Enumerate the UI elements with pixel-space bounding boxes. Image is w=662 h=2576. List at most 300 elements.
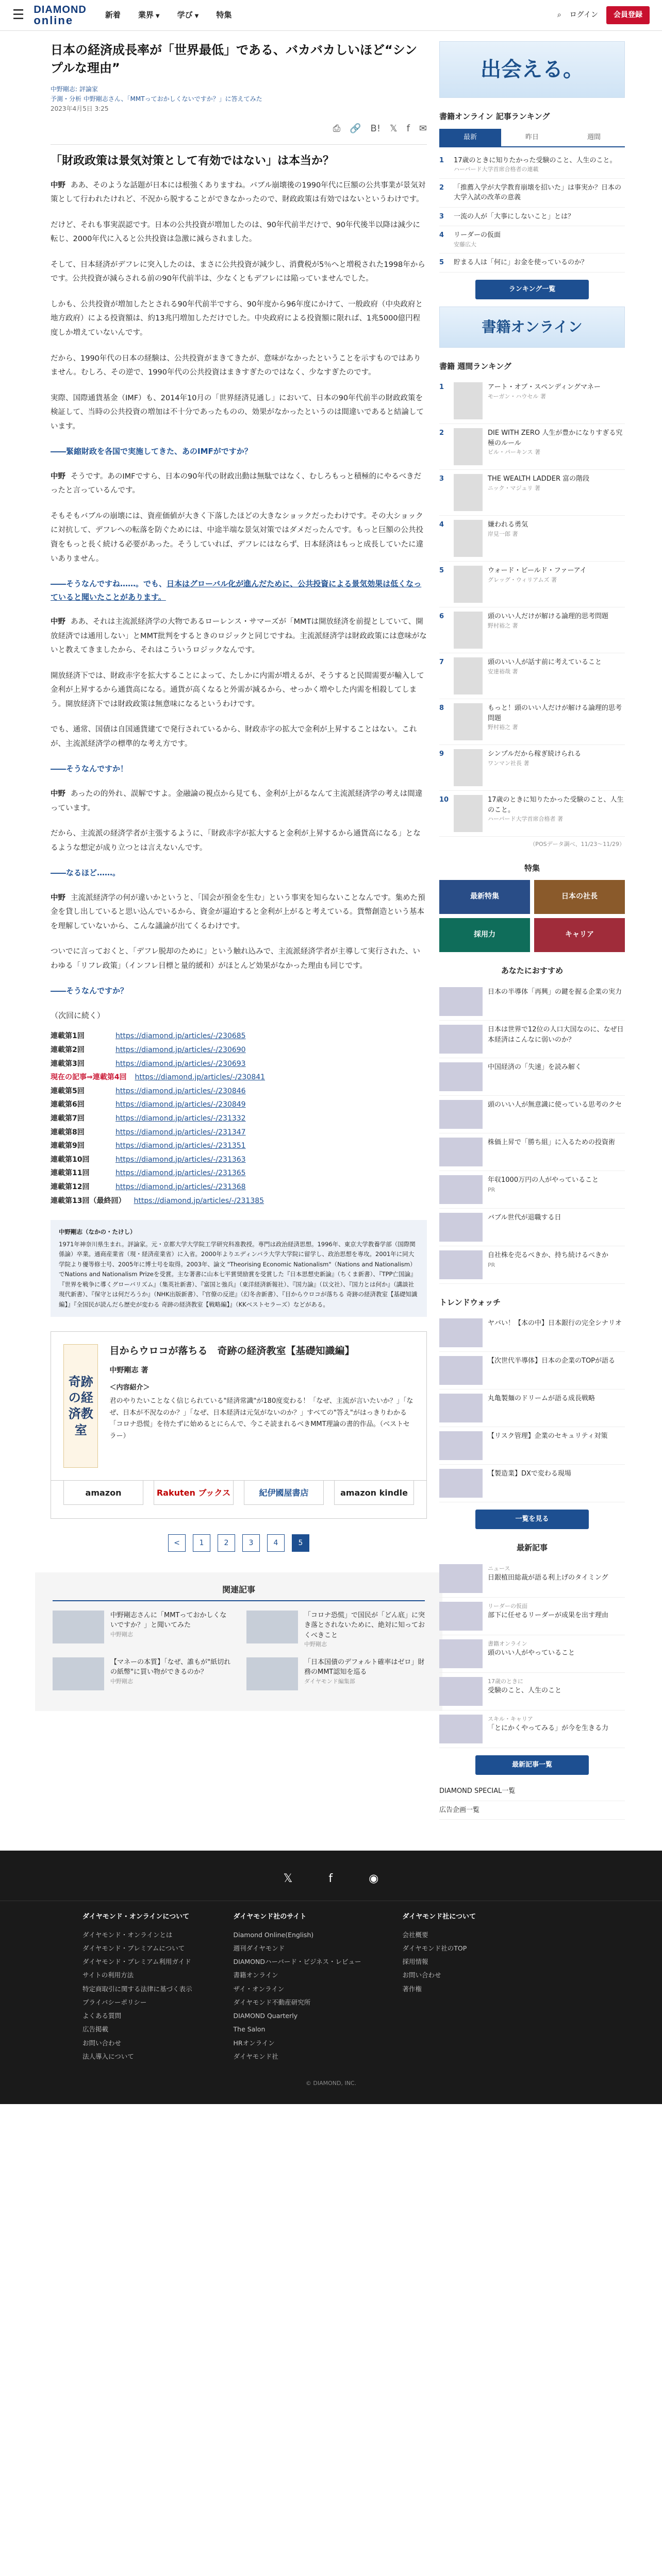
prev-page-button[interactable]: < <box>168 1534 186 1552</box>
article-paragraph <box>51 827 427 855</box>
rank-number: 2 <box>439 429 444 437</box>
rank-title[interactable]: 一流の人が「大事にしないこと」とは？ <box>454 212 575 221</box>
article-paragraph <box>51 669 427 712</box>
list-title[interactable]: 部下に任せるリーダーが成果を出す理由 <box>488 1612 609 1620</box>
list-title[interactable]: 株価上昇で「勝ち組」に入るための投資術 <box>488 1138 616 1146</box>
book-rank-title[interactable]: シンプルだから稼ぎ続けられる <box>488 750 582 758</box>
share-bar <box>51 121 427 137</box>
series-link[interactable]: https://diamond.jp/articles/-/230685 <box>115 1032 246 1041</box>
recommend-title: あなたにおすすめ <box>501 966 564 976</box>
footer-link[interactable]: ザイ・オンライン <box>233 1985 285 1993</box>
list-category: 書籍オンライン <box>488 1640 527 1647</box>
related-thumbnail[interactable] <box>53 1611 104 1643</box>
facebook-icon[interactable]: f <box>406 123 410 134</box>
list-thumbnail[interactable] <box>439 1469 483 1498</box>
series-label: 連載第6回 <box>51 1100 85 1109</box>
series-link[interactable]: https://diamond.jp/articles/-/231332 <box>115 1114 246 1123</box>
rank-number: 10 <box>439 796 449 804</box>
list-thumbnail[interactable] <box>439 1602 483 1631</box>
footer-link[interactable]: DIAMONDハーバード・ビジネス・レビュー <box>233 1958 361 1966</box>
article-paragraph <box>51 510 427 566</box>
list-title[interactable]: 【製造業】DXで変わる現場 <box>488 1470 571 1478</box>
x-icon[interactable]: 𝕏 <box>283 1872 293 1886</box>
related-source: ダイヤモンド編集部 <box>304 1677 355 1685</box>
related-title[interactable]: 中野剛志さんに「MMTっておかしくないですか？」と聞いてみた <box>110 1611 227 1630</box>
series-label: 連載第7回 <box>51 1114 85 1123</box>
series-link[interactable]: https://diamond.jp/articles/-/230690 <box>115 1045 246 1054</box>
tab-weekly[interactable]: 週間 <box>587 133 601 141</box>
book-rank-item[interactable] <box>439 699 625 745</box>
interviewer-question: ――そうなんですね……。でも、日本はグローバル化が進んだために、公共投資による景気効果は低くなっていると聞いたことがあります。 <box>51 579 422 602</box>
interviewer-question: ――そうなんですか！ <box>51 764 128 774</box>
book-cover[interactable]: 奇跡の経済教室 <box>63 1344 98 1468</box>
paragraph-text: だけど、それも事実誤認です。日本の公共投資が増加したのは、90年代前半だけで、90年代後半以降は減少に転じ、2000年代に入ると公共投資は急激に減らされました。 <box>51 221 420 244</box>
rank-text <box>454 156 625 174</box>
footer-link[interactable]: お問い合わせ <box>82 2039 122 2047</box>
footer-col-title: ダイヤモンド社について <box>402 1913 476 1921</box>
trend-list-button[interactable]: 一覧を見る <box>475 1510 589 1529</box>
book-rank-title[interactable]: 17歳のときに知りたかった受験のこと、人生のこと。 <box>488 796 624 814</box>
list-title[interactable]: バブル世代が退職する日 <box>488 1213 561 1222</box>
list-title[interactable]: 【次世代半導体】日本の企業のTOPが語る <box>488 1357 616 1365</box>
footer-link[interactable]: 広告掲載 <box>82 2025 109 2033</box>
email-icon[interactable]: ✉ <box>419 123 427 134</box>
line-icon[interactable]: ◉ <box>369 1872 379 1886</box>
book-rank-item[interactable] <box>439 653 625 699</box>
series-item <box>51 1029 427 1043</box>
list-item[interactable] <box>439 1171 625 1209</box>
rank-source: 安藤広大 <box>454 241 476 248</box>
rank-number: 5 <box>439 259 444 267</box>
article-paragraph <box>51 891 427 934</box>
series-label: 連載第3回 <box>51 1059 85 1068</box>
ranking-item[interactable] <box>439 208 625 227</box>
book-thumbnail[interactable] <box>454 703 483 740</box>
list-thumbnail[interactable] <box>439 1250 483 1279</box>
book-rank-item[interactable] <box>439 378 625 424</box>
book-rank-title[interactable]: 嫌われる勇気 <box>488 521 528 529</box>
rank-text <box>454 258 625 268</box>
list-thumbnail[interactable] <box>439 1062 483 1091</box>
ranking-title: 書籍オンライン 記事ランキング <box>439 112 550 121</box>
related-title[interactable]: 「日本国債のデフォルト確率はゼロ」財務のMMT認知を巡る <box>304 1658 425 1676</box>
related-source: 中野剛志 <box>110 1631 133 1638</box>
list-title[interactable]: 受験のこと、人生のこと <box>488 1687 562 1695</box>
list-thumbnail[interactable] <box>439 1639 483 1668</box>
series-link[interactable]: https://diamond.jp/articles/-/230841 <box>135 1073 266 1082</box>
ranking-item[interactable] <box>439 179 625 208</box>
series-link[interactable]: https://diamond.jp/articles/-/230846 <box>115 1087 246 1095</box>
site-header <box>0 0 662 31</box>
list-item[interactable] <box>439 1021 625 1058</box>
list-item[interactable] <box>439 1058 625 1096</box>
book-rank-title[interactable]: DIE WITH ZERO 人生が豊かになりすぎる究極のルール <box>488 429 623 447</box>
rank-number: 5 <box>439 567 444 575</box>
list-item[interactable] <box>439 1560 625 1598</box>
book-title[interactable]: 目からウロコが落ちる 奇跡の経済教室【基礎知識編】 <box>109 1345 355 1357</box>
book-rank-author: ワンマン社長 著 <box>488 759 529 767</box>
shop-rakuten-button[interactable]: Rakuten ブックス <box>154 1480 234 1505</box>
news-list-button[interactable]: 最新記事一覧 <box>475 1755 589 1775</box>
footer-link[interactable]: 週刊ダイヤモンド <box>233 1944 285 1952</box>
rank-number: 2 <box>439 183 444 192</box>
book-rank-item[interactable] <box>439 562 625 607</box>
related-article[interactable] <box>53 1657 231 1690</box>
inline-link[interactable]: 日本はグローバル化が進んだために、公共投資による景気効果は低くなっていると聞いたことがあります。 <box>51 579 422 602</box>
article-paragraph <box>51 258 427 286</box>
list-thumbnail[interactable] <box>439 1564 483 1593</box>
nav-feature[interactable]: 特集 <box>216 10 232 20</box>
book-thumbnail[interactable] <box>454 566 483 603</box>
series-link[interactable]: https://diamond.jp/articles/-/231363 <box>115 1155 246 1164</box>
book-promo <box>51 1331 427 1481</box>
list-title[interactable]: 日銀植田総裁が語る利上げのタイミング <box>488 1574 608 1582</box>
article-title: 日本の経済成長率が「世界最低」である、バカバカしいほど“シンプルな理由” <box>51 43 418 75</box>
related-thumbnail[interactable] <box>246 1657 298 1690</box>
tab-yesterday[interactable]: 昨日 <box>525 133 539 141</box>
book-thumbnail[interactable] <box>454 428 483 465</box>
sidebar <box>439 41 625 1820</box>
rank-text <box>454 230 625 249</box>
footer-link[interactable]: サイトの利用方法 <box>82 1971 134 1979</box>
footer-link[interactable]: 採用情報 <box>402 1958 428 1966</box>
book-rank-author: ニック・マジュリ 著 <box>488 484 540 492</box>
book-rank-author: 岸見一郎 著 <box>488 530 518 537</box>
series-label: 連載第13回（最終回） <box>51 1196 126 1205</box>
footer-link[interactable]: ダイヤモンド不動産研究所 <box>233 1998 311 2006</box>
related-thumbnail[interactable] <box>246 1611 298 1643</box>
feature-tile[interactable]: 採用力 <box>439 918 530 952</box>
shop-kinokuniya-button[interactable]: 紀伊國屋書店 <box>244 1480 324 1505</box>
article-paragraph <box>51 787 427 816</box>
book-text <box>488 520 625 557</box>
speaker-label: 中野 <box>51 618 65 626</box>
list-thumbnail[interactable] <box>439 1138 483 1166</box>
related-title[interactable]: 【マネーの本質】「なぜ、誰もが"紙切れの紙幣"に買い物ができるのか？ <box>110 1658 231 1676</box>
series-link[interactable]: https://diamond.jp/articles/-/231385 <box>134 1196 264 1205</box>
list-title[interactable]: 頭のいい人が無意識に使っている思考のクセ <box>488 1100 622 1109</box>
book-rank-item[interactable] <box>439 424 625 470</box>
list-title[interactable]: 【リスク管理】企業のセキュリティ対策 <box>488 1432 608 1440</box>
page-5[interactable]: 5 <box>292 1534 309 1552</box>
footer-link[interactable]: ダイヤモンド・プレミアム利用ガイド <box>82 1958 191 1966</box>
article-paragraph <box>51 298 427 341</box>
speaker-label: 中野 <box>51 893 65 902</box>
series-link[interactable]: https://diamond.jp/articles/-/231368 <box>115 1182 246 1191</box>
speaker-label: 中野 <box>51 472 65 481</box>
rank-number: 6 <box>439 613 444 621</box>
article-paragraph <box>51 723 427 751</box>
list-item[interactable] <box>439 983 625 1021</box>
paragraph-text: そうです。あのIMFですら、日本の90年代の財政出動は無駄ではなく、むしろもっと積極的にやるべきだったと言っているんです。 <box>51 472 422 495</box>
book-rank-title[interactable]: 頭のいい人だけが解ける論理的思考問題 <box>488 613 609 621</box>
sidebar-ad[interactable]: 出会える。 <box>439 41 625 98</box>
page-1[interactable]: 1 <box>193 1534 210 1552</box>
list-thumbnail[interactable] <box>439 1356 483 1385</box>
article-paragraph <box>51 945 427 973</box>
article-main <box>51 41 427 1820</box>
list-category: 17歳のときに <box>488 1677 523 1685</box>
footer-link[interactable]: お問い合わせ <box>402 1971 441 1979</box>
list-title[interactable]: 日本の半導体「再興」の鍵を握る企業の実力 <box>488 988 622 996</box>
series-link[interactable]: https://diamond.jp/articles/-/231347 <box>115 1128 246 1137</box>
series-item <box>51 1071 427 1084</box>
list-item[interactable] <box>439 1352 625 1389</box>
list-category: スキル・キャリア <box>488 1715 533 1722</box>
series-item <box>51 1194 427 1208</box>
series-item <box>51 1139 427 1153</box>
list-title[interactable]: 自社株を売るべきか、持ち続けるべきか <box>488 1251 609 1259</box>
footer-link[interactable]: ダイヤモンド社 <box>233 2052 278 2060</box>
ranking-item[interactable] <box>439 253 625 273</box>
feature-title: 特集 <box>524 863 540 873</box>
footer-link[interactable]: ダイヤモンド・プレミアムについて <box>82 1944 185 1952</box>
book-rank-title[interactable]: ウォード・ビールド・ファーアイ <box>488 567 587 575</box>
related-source: 中野剛志 <box>110 1677 133 1685</box>
related-articles <box>35 1572 442 1710</box>
book-rank-title[interactable]: THE WEALTH LADDER 富の階段 <box>488 475 590 483</box>
article-body-1 <box>51 179 427 434</box>
book-thumbnail[interactable] <box>454 520 483 557</box>
paragraph-text: ああ、そのような話題が日本には根強くありますね。バブル崩壊後の1990年代に巨額の公共事業が景気対策として行われたけれど、不況から脱することができなかったので、財政政策は有効ではないというわけです。 <box>51 181 426 204</box>
list-thumbnail[interactable] <box>439 1100 483 1129</box>
footer-link[interactable]: DIAMOND Quarterly <box>233 2012 298 2020</box>
footer-link[interactable]: 会社概要 <box>402 1930 428 1939</box>
related-title: 関連記事 <box>53 1583 425 1601</box>
tab-latest[interactable]: 最新 <box>439 129 501 146</box>
book-blurb: 君のやりたいことなく信じられている"経済常識"が180度変わる！「なぜ、主流が言いたいか？」「なぜ、日本が不況なのか？」「なぜ、日本経済は元気がないのか？」すべての"答え"がはっきりわかる「コロナ恐慌」を待たずに始めるとにらんで、今こそ読まれるべきMMT理論の書的作品。（ベストセラー） <box>109 1397 413 1440</box>
ranking-list-button[interactable]: ランキング一覧 <box>475 280 589 299</box>
list-title[interactable]: 日本は世界で12位の人口大国なのに、なぜ日本経済はこんなに弱いのか？ <box>488 1025 624 1044</box>
footer-link[interactable]: HRオンライン <box>233 2039 275 2047</box>
rank-title[interactable]: 「推薦入学が大学教育崩壊を招いた」は事実か？日本の大学入試の改革の意義 <box>454 183 622 202</box>
list-thumbnail[interactable] <box>439 987 483 1016</box>
list-title[interactable]: 「とにかくやってみる」が今を生きる力 <box>488 1724 609 1733</box>
paragraph-text: そして、日本経済がデフレに突入したのは、まさに公共投資が減少し、消費税が5％へと増税された1998年からです。公共投資が減らされる前の90年代前半は、少なくともデフレには陥っていませんでした。 <box>51 260 425 283</box>
list-item[interactable] <box>439 1465 625 1502</box>
list-title[interactable]: 丸亀製麺のドリームが語る成長戦略 <box>488 1395 595 1403</box>
series-label: 連載第5回 <box>51 1087 85 1095</box>
page-2[interactable]: 2 <box>218 1534 235 1552</box>
series-label: 連載第12回 <box>51 1182 90 1191</box>
book-rank-title[interactable]: アート・オブ・スペンディングマネー <box>488 383 601 392</box>
nav-new[interactable]: 新着 <box>105 10 121 20</box>
feature-box <box>439 862 625 953</box>
series-item <box>51 1112 427 1126</box>
series-label: 連載第10回 <box>51 1155 90 1164</box>
author-bio: 中野剛志（なかの・たけし） 1971年神奈川県生まれ。評論家。元・京都大学大学院工学研究科准教授。専門は政治経済思想。1996年、東京大学教養学部（国際関係論）卒業。通商産業省（現・経済産業省）に入省。2000年よりエディンバラ大学大学院に留学し、政治思想を専攻。2001年に同大学院より優等修士号、2005年に博士号を取得。2003年、論文 "Theorising Economic Nationalism"（Nations and Nationalism）でNations and Nationalism Prizeを受賞。主な著書に山本七平賞奨励賞を受賞した『日本思想史新論』（ちくま新書）、『TPP亡国論』『世界を戦争に導くグローバリズム』（集英社新書）、『富国と強兵』（東洋経済新報社）、『国力論』（以文社）、『国力とは何か』（講談社現代新書）、『保守とは何だろうか』（NHK出版新書）、『官僚の反逆』（幻冬舎新書）、『目からウロコが落ちる 奇跡の経済教室【基礎知識編】』『全国民が読んだら歴史が変わる 奇跡の経済教室【戦略編】』（KKベストセラーズ）などがある。 <box>51 1220 427 1317</box>
article-subhead: 「財政政策は景気対策として有効ではない」は本当か？ <box>51 154 335 167</box>
shop-amazon-button[interactable]: amazon <box>63 1480 143 1505</box>
site-logo[interactable]: DIAMOND online <box>34 4 87 27</box>
list-item[interactable] <box>439 1598 625 1635</box>
bookmark-icon[interactable]: B! <box>370 123 381 134</box>
nav-industry[interactable]: 業界 ▼ <box>138 10 160 20</box>
footer-link[interactable]: 法人導入について <box>82 2052 134 2060</box>
book-thumbnail[interactable] <box>454 612 483 649</box>
page-4[interactable]: 4 <box>267 1534 285 1552</box>
footer-link[interactable]: The Salon <box>233 2025 266 2033</box>
nav-learn[interactable]: 学び ▼ <box>177 10 199 20</box>
to-be-continued: （次回に続く） <box>51 1010 105 1020</box>
book-ranking-box <box>439 360 625 850</box>
related-thumbnail[interactable] <box>53 1657 104 1690</box>
list-item[interactable] <box>439 1133 625 1171</box>
pos-note: （POSデータ調べ、11/23～11/29） <box>529 841 625 848</box>
rank-number: 3 <box>439 212 444 221</box>
publish-date: 2023年4月5日 3:25 <box>51 105 109 112</box>
chevron-down-icon: ▼ <box>194 13 199 19</box>
related-article[interactable] <box>246 1657 425 1690</box>
book-rank-item[interactable] <box>439 470 625 516</box>
pagination <box>51 1534 427 1552</box>
rank-text <box>454 183 625 203</box>
related-source: 中野剛志 <box>304 1641 327 1648</box>
series-item <box>51 1084 427 1098</box>
login-link[interactable]: ログイン <box>569 10 598 19</box>
shop-kindle-button[interactable]: amazon kindle <box>334 1480 414 1505</box>
list-item[interactable] <box>439 1314 625 1352</box>
rank-title[interactable]: 貯まる人は「何に」お金を使っているのか？ <box>454 259 588 267</box>
book-rank-item[interactable] <box>439 516 625 562</box>
list-item[interactable] <box>439 1427 625 1465</box>
footer-link[interactable]: ダイヤモンド・オンラインとは <box>82 1930 173 1939</box>
list-item[interactable] <box>439 1096 625 1133</box>
list-title[interactable]: 頭のいい人がやっていること <box>488 1649 575 1657</box>
speaker-label: 中野 <box>51 789 65 798</box>
member-register-button[interactable]: 会員登録 <box>606 6 650 25</box>
book-rank-title[interactable]: 頭のいい人が話す前に考えていること <box>488 658 602 667</box>
list-thumbnail[interactable] <box>439 1175 483 1204</box>
list-thumbnail[interactable] <box>439 1213 483 1242</box>
list-thumbnail[interactable] <box>439 1394 483 1422</box>
related-title[interactable]: 「コロナ恐慌」で国民が「どん底」に突き落とされないために、絶対に知っておくべきこと <box>304 1611 425 1639</box>
trend-title: トレンドウォッチ <box>439 1297 501 1307</box>
ranking-item[interactable] <box>439 226 625 253</box>
rank-number: 7 <box>439 658 444 667</box>
footer-link[interactable]: 特定商取引に関する法律に基づく表示 <box>82 1985 192 1993</box>
book-rank-title[interactable]: もっと！頭のいい人だけが解ける論理的思考問題 <box>488 704 622 722</box>
series-list <box>51 1029 427 1208</box>
footer-link[interactable]: よくある質問 <box>82 2012 122 2020</box>
list-source: PR <box>488 1187 495 1194</box>
series-label: 連載第8回 <box>51 1128 85 1137</box>
list-title[interactable]: 中国経済の「失速」を読み解く <box>488 1063 582 1071</box>
book-rank-item[interactable] <box>439 791 625 837</box>
series-link[interactable]: 予測・分析 中野剛志さん、「MMTっておかしくないですか？」に答えてみた <box>51 95 262 103</box>
series-item <box>51 1166 427 1180</box>
related-article[interactable] <box>246 1611 425 1649</box>
footer-link[interactable]: Diamond Online(English) <box>233 1930 314 1939</box>
link-icon[interactable]: 🔗 <box>350 123 361 134</box>
book-thumbnail[interactable] <box>454 382 483 419</box>
list-item[interactable] <box>439 1710 625 1748</box>
paragraph-text: 開放経済下では、財政赤字を拡大することによって、たしかに内需が増えるが、そうすると民間需要が輸入して金利が上昇するから通貨高になる。通貨が高くなると外需が減るから、せっかく増やした内需を相殺してしまう。開放経済下では財政政策は無意味になるというわけです。 <box>51 671 424 708</box>
footer-link[interactable]: 書籍オンライン <box>233 1971 278 1979</box>
paragraph-text: そもそもバブルの崩壊には、資産価値が大きく下落したほどの大きなショックだったわけです。その大ショックに対抗して、デフレへの転落を防ぐためには、中途半端な景気対策ではダメだったんです。もっと巨額の公共投資をもっと長く続ける必要があった。そうしていれば、デフレにはならず、日本経済はもっと成長していたに違いありません。 <box>51 512 424 563</box>
footer-col-title: ダイヤモンド社のサイト <box>233 1913 307 1921</box>
series-link[interactable]: https://diamond.jp/articles/-/231365 <box>115 1169 246 1178</box>
ranking-item[interactable] <box>439 151 625 179</box>
list-thumbnail[interactable] <box>439 1318 483 1347</box>
facebook-icon[interactable]: f <box>328 1872 333 1886</box>
book-rank-author: グレッグ・ウィリアムズ 著 <box>488 576 557 583</box>
book-rank-item[interactable] <box>439 607 625 653</box>
books-online-banner[interactable]: 書籍オンライン <box>439 307 625 348</box>
series-link[interactable]: https://diamond.jp/articles/-/231351 <box>115 1142 246 1150</box>
print-icon[interactable]: ⎙ <box>333 123 341 134</box>
book-thumbnail[interactable] <box>454 657 483 694</box>
list-thumbnail[interactable] <box>439 1677 483 1706</box>
global-nav <box>105 9 231 22</box>
book-text <box>488 657 625 694</box>
book-thumbnail[interactable] <box>454 474 483 511</box>
x-icon[interactable]: 𝕏 <box>390 123 398 134</box>
book-rank-author: ハーバード大学首席合格者 著 <box>488 816 563 823</box>
feature-tile[interactable]: キャリア <box>534 918 625 952</box>
article-paragraph <box>51 218 427 247</box>
series-link[interactable]: https://diamond.jp/articles/-/230849 <box>115 1100 246 1109</box>
article-paragraph <box>51 392 427 434</box>
list-item[interactable] <box>439 1389 625 1427</box>
menu-icon[interactable]: ☰ <box>12 7 25 23</box>
author-link[interactable]: 中野剛志: 評論家 <box>51 85 98 93</box>
footer-link[interactable]: プライバシーポリシー <box>82 1998 147 2006</box>
list-thumbnail[interactable] <box>439 1025 483 1054</box>
speaker-label: 中野 <box>51 181 65 190</box>
list-item[interactable] <box>439 1673 625 1710</box>
book-rank-author: ビル・パーキンス 著 <box>488 449 541 456</box>
interviewer-question: ――なるほど……。 <box>51 868 121 878</box>
series-label: 連載第1回 <box>51 1032 85 1041</box>
series-link[interactable]: https://diamond.jp/articles/-/230693 <box>115 1059 246 1068</box>
special-link[interactable]: DIAMOND SPECIAL一覧 <box>439 1782 625 1801</box>
related-article[interactable] <box>53 1611 231 1649</box>
search-icon[interactable]: ⌕ <box>557 10 561 19</box>
article-paragraph <box>51 470 427 498</box>
rank-number: 4 <box>439 231 444 240</box>
article-body-5 <box>51 891 427 974</box>
book-rank-author: 野村裕之 著 <box>488 622 518 629</box>
list-title[interactable]: 年収1000万円の人がやっていること <box>488 1176 599 1184</box>
list-item[interactable] <box>439 1246 625 1284</box>
series-item <box>51 1126 427 1140</box>
rank-title[interactable]: 17歳のときに知りたかった受験のこと、人生のこと。 <box>454 156 617 164</box>
site-footer <box>0 1851 662 2104</box>
series-label: 連載第9回 <box>51 1142 85 1150</box>
list-title[interactable]: ヤバい！【本の中】日本銀行の完全シナリオ <box>488 1319 622 1328</box>
article-body-3 <box>51 615 427 751</box>
feature-tile[interactable]: 日本の社長 <box>534 880 625 914</box>
list-item[interactable] <box>439 1209 625 1246</box>
paragraph-text: ついでに言っておくと、「デフレ脱却のために」という触れ込みで、主流派経済学者が主導して実行された、いわゆる「リフレ政策」（インフレ目標と量的緩和）がほとんど効果がなかった理由も同じです。 <box>51 947 420 970</box>
book-thumbnail[interactable] <box>454 795 483 832</box>
book-rank-item[interactable] <box>439 745 625 791</box>
list-item[interactable] <box>439 1635 625 1673</box>
ad-list-link[interactable]: 広告企画一覧 <box>439 1801 625 1820</box>
series-item <box>51 1057 427 1071</box>
rank-title[interactable]: リーダーの仮面 <box>454 231 501 240</box>
list-thumbnail[interactable] <box>439 1715 483 1743</box>
footer-link[interactable]: 著作権 <box>402 1985 422 1993</box>
book-thumbnail[interactable] <box>454 749 483 786</box>
book-text <box>488 703 625 740</box>
footer-link[interactable]: ダイヤモンド社のTOP <box>402 1944 467 1952</box>
list-thumbnail[interactable] <box>439 1431 483 1460</box>
page-3[interactable]: 3 <box>242 1534 260 1552</box>
feature-tile[interactable]: 最新特集 <box>439 880 530 914</box>
rank-number: 4 <box>439 521 444 529</box>
